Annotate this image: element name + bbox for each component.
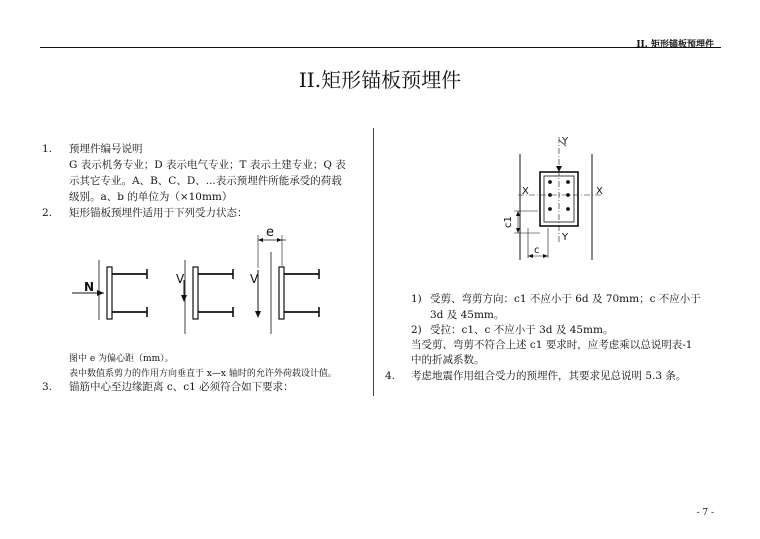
- item-4-text: 考虑地震作用组合受力的预埋件，其要求见总说明 5.3 条。: [411, 370, 687, 382]
- item-1-line-1: G 表示机务专业；D 表示电气专业；T 表示土建专业；Q 表: [69, 159, 346, 171]
- item-1-line-2: 示其它专业。A、B、C、D、...表示预埋件所能承受的荷载: [69, 175, 342, 187]
- label-e: e: [266, 225, 274, 240]
- load-case-diagrams: [60, 222, 360, 347]
- page-number: - 7 -: [696, 508, 714, 518]
- running-header: II. 矩形锚板预埋件: [636, 40, 714, 50]
- req-1-line-2: 3d 及 45mm。: [430, 309, 505, 321]
- req-1-line-1: 受剪、弯剪方向：c1 不应小于 6d 及 70mm；c 不应小于: [430, 293, 701, 305]
- note-line-1: 当受剪、弯剪不符合上述 c1 要求时，应考虑乘以总说明表-1: [411, 339, 693, 351]
- label-v-2: V: [250, 272, 259, 286]
- shear-case-figure: [181, 260, 233, 334]
- label-v-1: V: [176, 272, 185, 286]
- label-x-right: X: [596, 186, 603, 197]
- req-1-number: 1): [411, 293, 422, 305]
- item-1-number: 1.: [42, 143, 53, 155]
- item-1-title: 预埋件编号说明: [69, 143, 143, 155]
- item-2-number: 2.: [42, 207, 53, 219]
- item-4-number: 4.: [385, 370, 396, 382]
- req-2-text: 受拉：c1、c 不应小于 3d 及 45mm。: [430, 324, 614, 336]
- label-y-bottom: Y: [562, 232, 569, 243]
- label-x-left: X: [522, 186, 529, 197]
- caption-table-note: 表中数值系剪力的作用方向垂直于 x—x 轴时的允许外荷载设计值。: [69, 369, 337, 379]
- header-rule: [40, 47, 721, 48]
- label-n: N: [84, 280, 95, 294]
- page-title: II.矩形锚板预埋件: [298, 68, 462, 92]
- note-line-2: 中的折减系数。: [411, 354, 485, 366]
- anchor-plate-detail-diagram: [480, 132, 620, 262]
- label-y-top: Y: [562, 136, 569, 147]
- item-3-number: 3.: [42, 381, 53, 393]
- item-3-text: 锚筋中心至边缘距离 c、c1 必须符合如下要求：: [69, 381, 294, 393]
- column-divider: [373, 128, 374, 396]
- item-1-line-3: 级别。a、b 的单位为（×10mm）: [69, 191, 233, 203]
- label-c: c: [534, 245, 540, 256]
- item-2-text: 矩形锚板预埋件适用于下列受力状态：: [69, 207, 248, 219]
- caption-eccentricity: 图中 e 为偏心距（mm）。: [69, 354, 174, 364]
- eccentric-shear-case-figure: [255, 235, 319, 334]
- label-c1: c1: [503, 216, 514, 228]
- req-2-number: 2): [411, 324, 422, 336]
